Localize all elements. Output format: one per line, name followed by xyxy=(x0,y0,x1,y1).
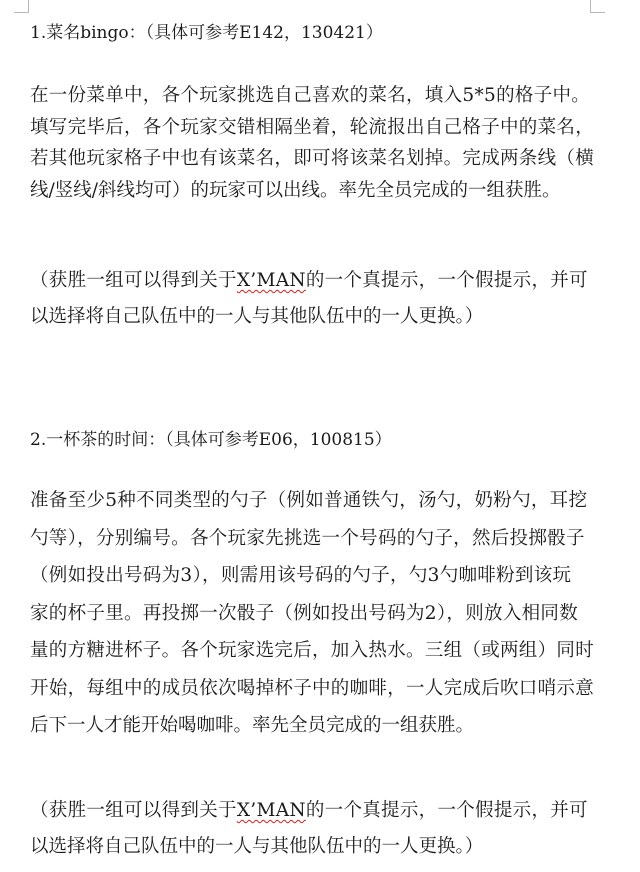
note-line: 以选择将自己队伍中的一人与其他队伍中的一人更换。） xyxy=(30,306,484,327)
note-text: （获胜一组可以得到关于 xyxy=(30,270,237,291)
note-text: 的一个真提示，一个假提示，并可 xyxy=(305,800,588,821)
note-text: 的一个真提示，一个假提示，并可 xyxy=(305,270,588,291)
paragraph-line: 后下一人才能开始喝咖啡。率先全员完成的一组获胜。 xyxy=(30,715,475,736)
paragraph-line: 若其他玩家格子中也有该菜名，即可将该菜名划掉。完成两条线（横 xyxy=(30,148,595,169)
note-line xyxy=(30,265,610,301)
spellcheck-term: X’MAN xyxy=(236,270,306,291)
spellcheck-term: X’MAN xyxy=(236,800,306,821)
paragraph-line: 量的方糖进杯子。各个玩家选完后，加入热水。三组（或两组）同时 xyxy=(30,640,595,661)
section-2-heading: 2.一杯茶的时间：（具体可参考E06，100815） xyxy=(30,430,392,450)
section-2-paragraph xyxy=(30,485,610,748)
note-text: （获胜一组可以得到关于 xyxy=(30,800,237,821)
page-corner-mark-right xyxy=(590,0,605,13)
page-corner-mark-left xyxy=(14,0,29,13)
paragraph-line: 开始，每组中的成员依次喝掉杯子中的咖啡，一人完成后吹口哨示意 xyxy=(30,677,595,699)
section-2-reward-note xyxy=(30,795,610,867)
paragraph-line: 勺等），分别编号。各个玩家先挑选一个号码的勺子，然后投掷骰子 xyxy=(30,527,585,549)
paragraph-line: 填写完毕后，各个玩家交错相隔坐着，轮流报出自己格子中的菜名， xyxy=(30,116,595,138)
note-line: 以选择将自己队伍中的一人与其他队伍中的一人更换。） xyxy=(30,836,484,857)
section-1-heading: 1.菜名bingo：（具体可参考E142，130421） xyxy=(30,23,383,43)
paragraph-line: （例如投出号码为3），则需用该号码的勺子，勺3勺咖啡粉到该玩 xyxy=(30,565,572,586)
section-1-reward-note xyxy=(30,265,610,337)
paragraph-line: 准备至少5种不同类型的勺子（例如普通铁勺，汤勺，奶粉勺，耳挖 xyxy=(30,490,588,511)
paragraph-line: 家的杯子里。再投掷一次骰子（例如投出号码为2），则放入相同数 xyxy=(30,602,579,624)
note-line xyxy=(30,795,610,831)
section-1-paragraph xyxy=(30,80,610,206)
paragraph-line: 线/竖线/斜线均可）的玩家可以出线。率先全员完成的一组获胜。 xyxy=(30,179,561,201)
paragraph-line: 在一份菜单中，各个玩家挑选自己喜欢的菜名，填入5*5的格子中。 xyxy=(30,85,591,106)
